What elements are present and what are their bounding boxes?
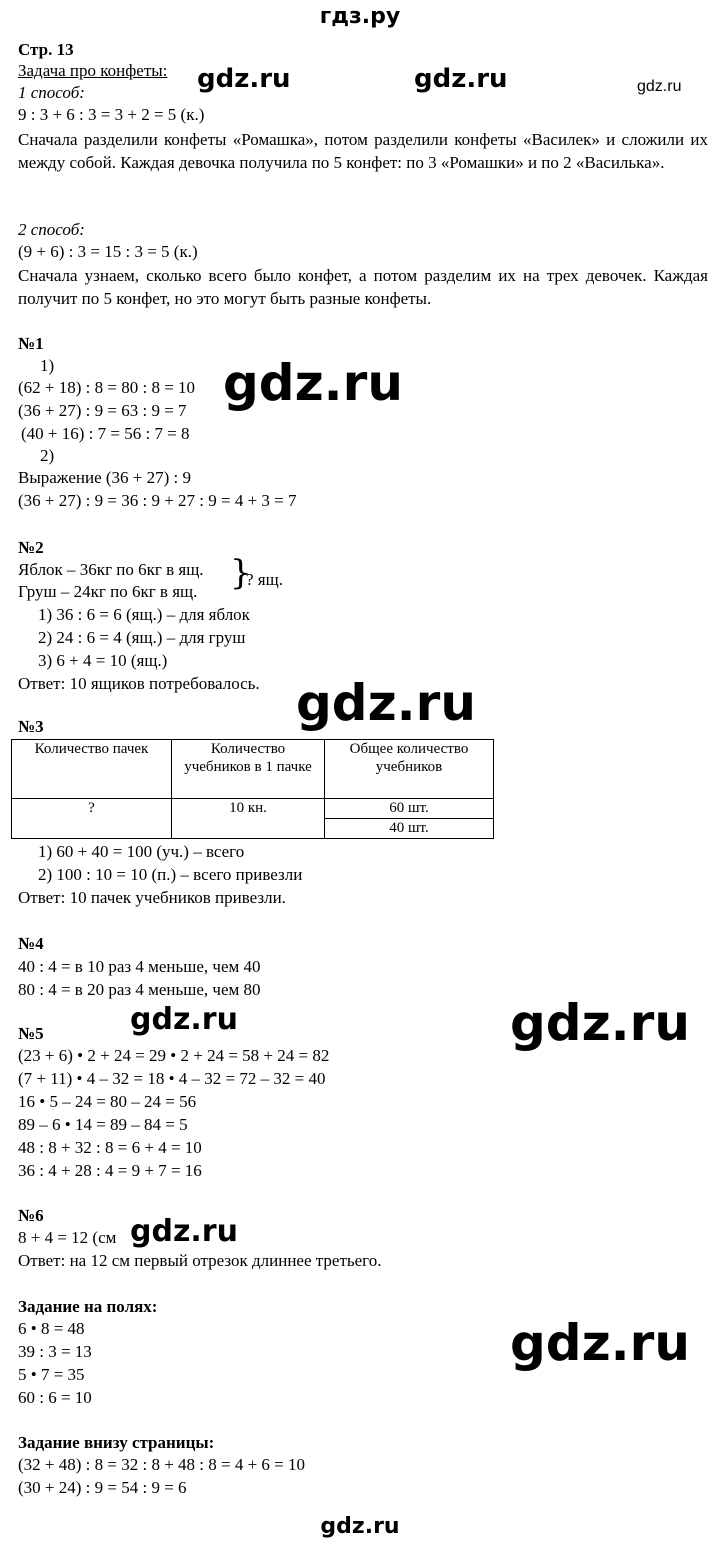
task5-title: №5: [18, 1024, 44, 1043]
bottom-line: (32 + 48) : 8 = 32 : 8 + 48 : 8 = 4 + 6 = 10: [18, 1455, 306, 1474]
bottom-line: (30 + 24) : 9 = 54 : 9 = 6: [18, 1478, 187, 1497]
task2-pears: Груш – 24кг по 6кг в ящ.: [18, 582, 198, 601]
table-header: Количество пачек: [12, 740, 172, 799]
watermark: gdz.ru: [296, 674, 476, 732]
margin-line: 5 • 7 = 35: [18, 1365, 85, 1384]
task3-answer: Ответ: 10 пачек учебников привезли.: [18, 888, 286, 907]
task2-step: 1) 36 : 6 = 6 (ящ.) – для яблок: [38, 605, 250, 624]
margin-line: 6 • 8 = 48: [18, 1319, 85, 1338]
task3-title: №3: [18, 717, 44, 736]
table-header: Количество учебников в 1 пачке: [172, 740, 325, 799]
task5-line: 16 • 5 – 24 = 80 – 24 = 56: [18, 1092, 197, 1111]
task1-line: Выражение (36 + 27) : 9: [18, 468, 191, 487]
watermark: gdz.ru: [637, 78, 682, 95]
watermark: gdz.ru: [223, 354, 403, 412]
task1-part1: 1): [40, 356, 55, 375]
task4-line: 40 : 4 = в 10 раз 4 меньше, чем 40: [18, 957, 261, 976]
candy-method2-text: Сначала узнаем, сколько всего было конфет, а потом разделим их на трех девочек. Каждая получит по 5 конфет, но это могут быть разные конфеты.: [18, 266, 708, 308]
task3-step: 2) 100 : 10 = 10 (п.) – всего привезли: [38, 865, 303, 884]
table-cell: 60 шт.: [325, 799, 494, 819]
task5-line: (23 + 6) • 2 + 24 = 29 • 2 + 24 = 58 + 24 = 82: [18, 1046, 330, 1065]
candy-method2-label: 2 способ:: [18, 220, 85, 239]
watermark: gdz.ru: [197, 64, 291, 94]
task5-line: (7 + 11) • 4 – 32 = 18 • 4 – 32 = 72 – 32 = 40: [18, 1069, 326, 1088]
task2-step: 2) 24 : 6 = 4 (ящ.) – для груш: [38, 628, 246, 647]
task4-line: 80 : 4 = в 20 раз 4 меньше, чем 80: [18, 980, 261, 999]
candy-method2-expression: (9 + 6) : 3 = 15 : 3 = 5 (к.): [18, 242, 198, 261]
task2-apples: Яблок – 36кг по 6кг в ящ.: [18, 560, 204, 579]
watermark: gdz.ru: [510, 1314, 690, 1372]
site-header: гдз.ру: [319, 4, 401, 29]
page-number: Стр. 13: [18, 40, 74, 59]
candy-method1-text: Сначала разделили конфеты «Ромашка», потом разделили конфеты «Василек» и сложили их между собой. Каждая девочка получила по 5 конфет: по 3 «Ромашки» и по 2 «Василька».: [18, 130, 708, 172]
candy-title: Задача про конфеты:: [18, 61, 168, 80]
task4-title: №4: [18, 934, 44, 953]
task5-line: 48 : 8 + 32 : 8 = 6 + 4 = 10: [18, 1138, 202, 1157]
task5-line: 89 – 6 • 14 = 89 – 84 = 5: [18, 1115, 188, 1134]
task1-line: (62 + 18) : 8 = 80 : 8 = 10: [18, 378, 196, 397]
candy-method1-label: 1 способ:: [18, 83, 85, 102]
margin-line: 60 : 6 = 10: [18, 1388, 92, 1407]
task6-line: 8 + 4 = 12 (см: [18, 1228, 117, 1247]
bottom-title: Задание внизу страницы:: [18, 1433, 215, 1452]
task3-step: 1) 60 + 40 = 100 (уч.) – всего: [38, 842, 245, 861]
task2-question: ? ящ.: [246, 570, 283, 589]
task1-line: (36 + 27) : 9 = 36 : 9 + 27 : 9 = 4 + 3 = 7: [18, 491, 297, 510]
task5-line: 36 : 4 + 28 : 4 = 9 + 7 = 16: [18, 1161, 202, 1180]
brace-icon: }: [230, 553, 252, 593]
site-footer: gdz.ru: [320, 1514, 400, 1539]
table-cell: 40 шт.: [325, 819, 494, 839]
table-cell: ?: [12, 799, 172, 839]
watermark: gdz.ru: [510, 994, 690, 1052]
task1-line: (36 + 27) : 9 = 63 : 9 = 7: [18, 401, 187, 420]
watermark: gdz.ru: [130, 1002, 238, 1037]
task6-title: №6: [18, 1206, 44, 1225]
margin-title: Задание на полях:: [18, 1297, 158, 1316]
margin-line: 39 : 3 = 13: [18, 1342, 92, 1361]
task1-part2: 2): [40, 446, 55, 465]
task3-table: [11, 739, 494, 839]
table-cell: 10 кн.: [172, 799, 325, 839]
task1-line: (40 + 16) : 7 = 56 : 7 = 8: [21, 424, 190, 443]
task6-answer: Ответ: на 12 см первый отрезок длиннее третьего.: [18, 1251, 382, 1270]
task1-title: №1: [18, 334, 44, 353]
candy-method1-expression: 9 : 3 + 6 : 3 = 3 + 2 = 5 (к.): [18, 105, 205, 124]
task2-step: 3) 6 + 4 = 10 (ящ.): [38, 651, 168, 670]
table-header: Общее количество учебников: [325, 740, 494, 799]
watermark: gdz.ru: [130, 1214, 238, 1249]
task2-answer: Ответ: 10 ящиков потребовалось.: [18, 674, 260, 693]
task2-title: №2: [18, 538, 44, 557]
watermark: gdz.ru: [414, 64, 508, 94]
